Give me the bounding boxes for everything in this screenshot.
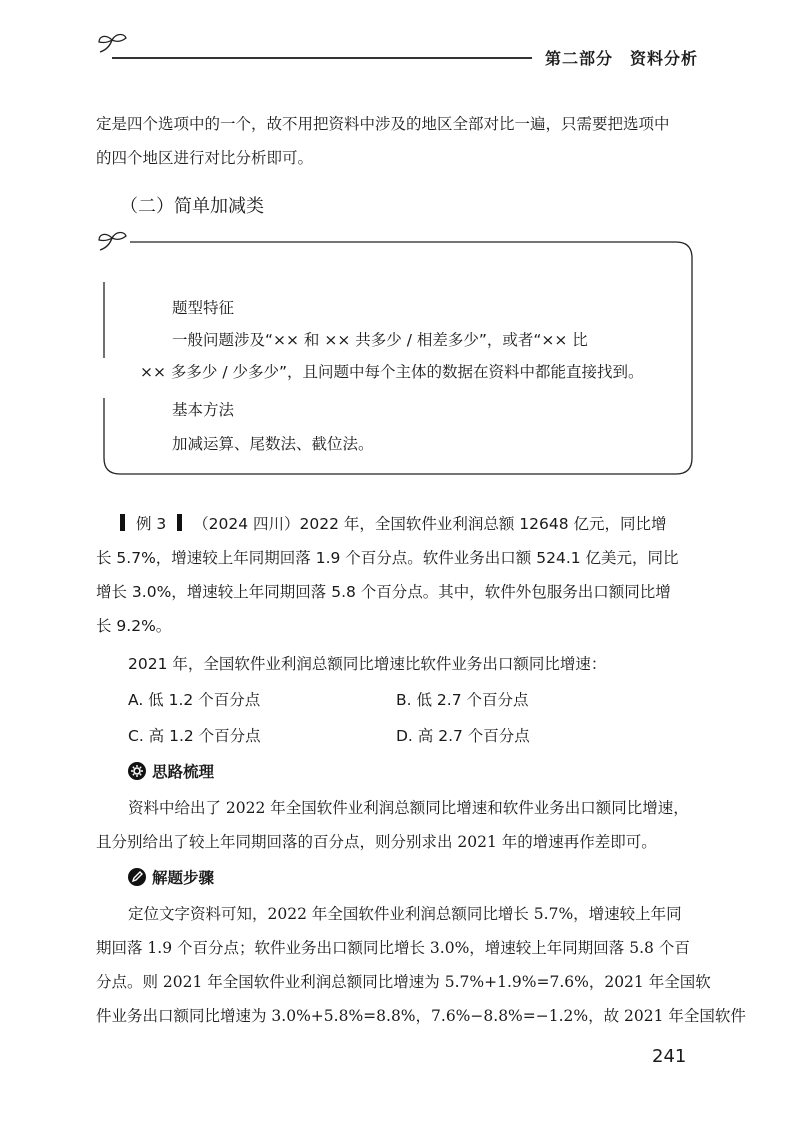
- feature-title: 题型特征: [172, 299, 235, 317]
- example-line-1: [120, 512, 667, 534]
- solution-line-4: 件业务出口额同比增速为 3.0%+5.8%=8.8%，7.6%−8.8%=−1.2%，故 2021 年全国软件: [96, 1007, 746, 1025]
- example-bracket-left: [120, 514, 125, 531]
- example-bracket-right: [177, 514, 182, 531]
- gear-icon: [128, 762, 146, 780]
- analysis-heading: [128, 760, 214, 782]
- solution-line-2: 期回落 1.9 个百分点；软件业务出口额同比增长 3.0%，增速较上年同期回落 5.8 个百: [96, 939, 690, 957]
- analysis-line-2: 且分别给出了较上年同期回落的百分点，则分别求出 2021 年的增速再作差即可。: [96, 833, 657, 851]
- feature-line-2: ×× 多多少 / 少多少”，且问题中每个主体的数据在资料中都能直接找到。: [140, 363, 644, 381]
- method-text: 加减运算、尾数法、截位法。: [172, 435, 374, 453]
- example-line-3: 增长 3.0%，增速较上年同期回落 5.8 个百分点。其中，软件外包服务出口额同比增: [96, 583, 671, 601]
- solution-heading: [128, 866, 214, 888]
- example-line-4: 长 9.2%。: [96, 617, 172, 635]
- solution-line-1: 定位文字资料可知，2022 年全国软件业利润总额同比增长 5.7%，增速较上年同: [128, 905, 682, 923]
- solution-line-3: 分点。则 2021 年全国软件业利润总额同比增速为 5.7%+1.9%=7.6%，2021 年全国软: [96, 973, 711, 991]
- solution-title: 解题步骤: [152, 869, 215, 887]
- method-title: 基本方法: [172, 401, 235, 419]
- analysis-line-1: 资料中给出了 2022 年全国软件业利润总额同比增速和软件业务出口额同比增速，: [128, 799, 689, 817]
- pen-icon: [128, 868, 146, 886]
- option-c: C. 高 1.2 个百分点: [128, 727, 261, 745]
- option-d: D. 高 2.7 个百分点: [396, 727, 530, 745]
- example-question: 2021 年，全国软件业利润总额同比增速比软件业务出口额同比增速：: [128, 655, 607, 673]
- option-b: B. 低 2.7 个百分点: [396, 691, 529, 709]
- example-label: 例 3: [135, 515, 167, 533]
- intro-line-2: 的四个地区进行对比分析即可。: [96, 149, 314, 167]
- page-number: 241: [652, 1046, 687, 1067]
- option-a: A. 低 1.2 个百分点: [128, 691, 261, 709]
- section-heading: （二）简单加减类: [120, 196, 264, 217]
- feature-line-1: 一般问题涉及“×× 和 ×× 共多少 / 相差多少”，或者“×× 比: [172, 331, 588, 349]
- analysis-title: 思路梳理: [152, 763, 215, 781]
- example-line-2: 长 5.7%，增速较上年同期回落 1.9 个百分点。软件业务出口额 524.1 亿美元，同比: [96, 549, 679, 567]
- example-text-1: （2024 四川）2022 年，全国软件业利润总额 12648 亿元，同比增: [193, 515, 667, 533]
- intro-line-1: 定是四个选项中的一个，故不用把资料中涉及的地区全部对比一遍，只需要把选项中: [96, 115, 670, 133]
- header-section-title: 第二部分 资料分析: [545, 49, 699, 68]
- header-rule: [112, 57, 532, 59]
- leaf-ornament-icon: [96, 30, 130, 56]
